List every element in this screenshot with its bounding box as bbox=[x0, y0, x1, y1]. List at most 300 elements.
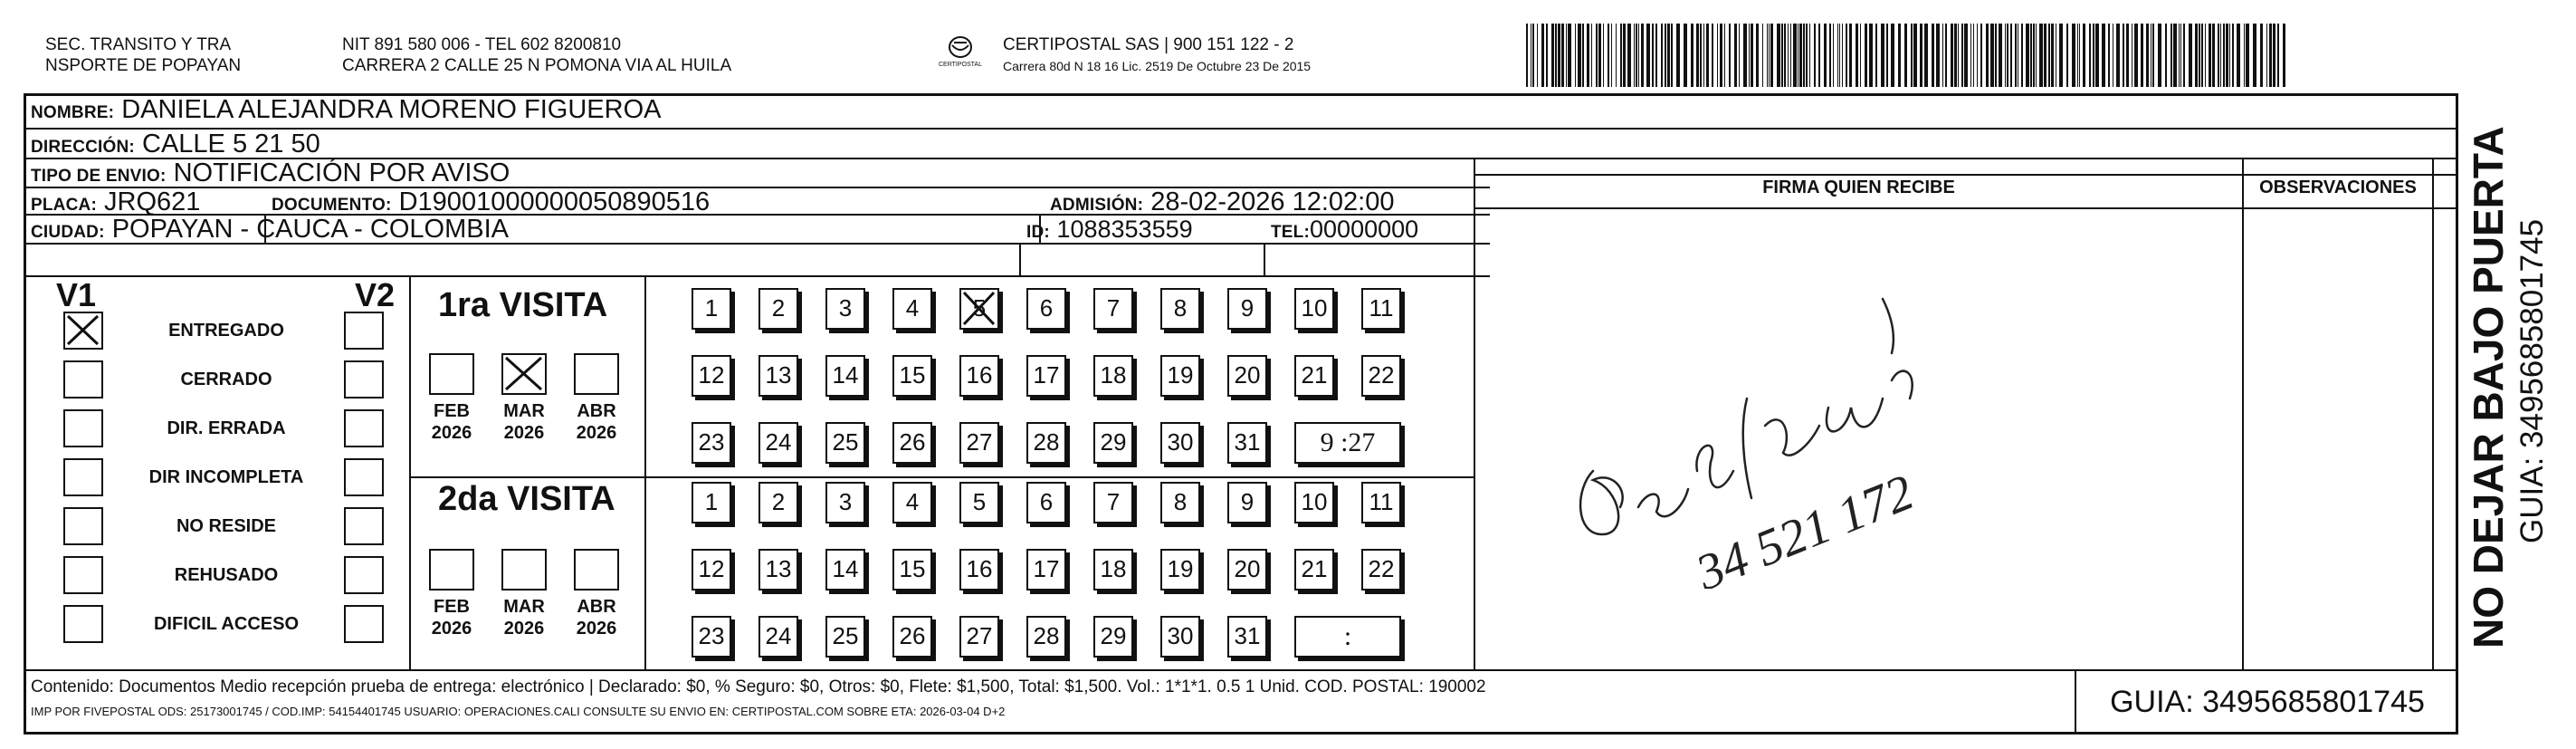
barcode-bar bbox=[1596, 24, 1598, 87]
day-checkbox[interactable] bbox=[1160, 355, 1200, 397]
barcode-bar bbox=[2237, 24, 2240, 87]
barcode-bar bbox=[2146, 24, 2149, 87]
barcode-bar bbox=[2253, 24, 2256, 87]
barcode-bar bbox=[1856, 24, 1858, 87]
barcode-bar bbox=[1961, 24, 1963, 87]
status-label: DIR INCOMPLETA bbox=[148, 467, 304, 487]
barcode-bar bbox=[1806, 24, 1808, 87]
barcode-bar bbox=[2266, 24, 2267, 87]
barcode-bar bbox=[1833, 24, 1834, 87]
day-checkbox[interactable] bbox=[1093, 288, 1133, 330]
day-checkbox[interactable] bbox=[1026, 482, 1066, 523]
month-name: MAR bbox=[503, 597, 545, 617]
signature-id-number: 34 521 172 bbox=[1688, 464, 1922, 589]
barcode-bar bbox=[1958, 24, 1959, 87]
barcode-bar bbox=[1655, 24, 1657, 87]
status-v1-checkbox[interactable] bbox=[63, 556, 103, 594]
day-checkbox[interactable] bbox=[1227, 549, 1267, 591]
city: POPAYAN - CAUCA - COLOMBIA bbox=[111, 215, 509, 244]
month-label bbox=[569, 596, 624, 639]
telephone: 00000000 bbox=[1310, 216, 1419, 243]
day-checkbox[interactable] bbox=[1294, 288, 1334, 330]
day-number: 23 bbox=[698, 622, 725, 649]
month-checkbox[interactable] bbox=[574, 549, 619, 591]
day-checkbox[interactable] bbox=[758, 482, 798, 523]
status-v2-checkbox[interactable] bbox=[344, 605, 384, 643]
day-number: 24 bbox=[765, 622, 792, 649]
day-number: 31 bbox=[1234, 622, 1261, 649]
month-checkbox[interactable] bbox=[429, 549, 474, 591]
barcode-bar bbox=[1566, 24, 1567, 87]
month-name: FEB bbox=[434, 597, 470, 617]
day-checkbox[interactable] bbox=[692, 482, 731, 523]
v2-label: V2 bbox=[355, 276, 396, 313]
status-v1-checkbox[interactable] bbox=[63, 409, 103, 447]
print-info-line: IMP POR FIVEPOSTAL ODS: 25173001745 / COD.IMP: 54154401745 USUARIO: OPERACIONES.CALI CONSULTE SU ENVIO EN: CERTIPOSTAL.COM SOBRE ETA: 2026-03-04 D+2 bbox=[31, 705, 1006, 718]
tel-field bbox=[1271, 216, 1418, 246]
barcode-bar bbox=[1770, 24, 1773, 87]
day-number: 8 bbox=[1173, 488, 1188, 515]
barcode-bar bbox=[1743, 24, 1747, 87]
day-checkbox[interactable] bbox=[692, 355, 731, 397]
month-year: 2026 bbox=[576, 619, 617, 639]
barcode-bar bbox=[1990, 24, 1994, 87]
day-number: 14 bbox=[832, 361, 859, 389]
day-number: 26 bbox=[899, 622, 926, 649]
barcode-bar bbox=[2010, 24, 2012, 87]
barcode-bar bbox=[1532, 24, 1534, 87]
day-checkbox[interactable] bbox=[1227, 355, 1267, 397]
barcode-bar bbox=[2209, 24, 2211, 87]
barcode-bar bbox=[1526, 24, 1528, 87]
barcode-bar bbox=[1954, 24, 1957, 87]
barcode-bar bbox=[1751, 24, 1753, 87]
barcode-bar bbox=[2116, 24, 2120, 87]
barcode-bar bbox=[1652, 24, 1654, 87]
barcode-bar bbox=[1839, 24, 1840, 87]
day-number: 15 bbox=[899, 361, 926, 389]
day-checkbox[interactable] bbox=[892, 422, 932, 464]
barcode-bar bbox=[1762, 24, 1763, 87]
status-v2-checkbox[interactable] bbox=[344, 556, 384, 594]
status-v1-checkbox[interactable] bbox=[63, 312, 103, 350]
barcode-bar bbox=[1814, 24, 1816, 87]
barcode-bar bbox=[1911, 24, 1913, 87]
barcode-bar bbox=[1616, 24, 1617, 87]
barcode-bar bbox=[1942, 24, 1943, 87]
barcode-bar bbox=[1646, 24, 1650, 87]
barcode-bar bbox=[2066, 24, 2068, 87]
day-number: 8 bbox=[1173, 294, 1188, 322]
nombre-row bbox=[31, 96, 662, 127]
barcode-bar bbox=[1558, 24, 1560, 87]
day-number: 5 bbox=[972, 488, 987, 515]
visit-time-box[interactable] bbox=[1294, 422, 1401, 464]
month-year: 2026 bbox=[503, 619, 545, 639]
address-line: CARRERA 2 CALLE 25 N POMONA VIA AL HUILA bbox=[342, 56, 732, 75]
day-checkbox[interactable] bbox=[959, 482, 999, 523]
barcode-bar bbox=[2246, 24, 2249, 87]
barcode-bar bbox=[1837, 24, 1838, 87]
day-number: 16 bbox=[966, 555, 993, 582]
day-number: 17 bbox=[1033, 361, 1060, 389]
barcode-bar bbox=[2260, 24, 2263, 87]
day-checkbox[interactable] bbox=[892, 549, 932, 591]
barcode-bar bbox=[2079, 24, 2080, 87]
barcode-bar bbox=[2039, 24, 2043, 87]
barcode-bar bbox=[2077, 24, 2078, 87]
day-checkbox[interactable] bbox=[692, 422, 731, 464]
barcode-bar bbox=[2108, 24, 2110, 87]
day-checkbox[interactable] bbox=[1160, 288, 1200, 330]
shipment-type: NOTIFICACIÓN POR AVISO bbox=[173, 158, 510, 187]
day-number: 20 bbox=[1234, 555, 1261, 582]
barcode-bar bbox=[2179, 24, 2180, 87]
month-label bbox=[497, 596, 551, 639]
day-checkbox[interactable] bbox=[825, 355, 865, 397]
barcode-bar bbox=[1739, 24, 1740, 87]
day-checkbox[interactable] bbox=[1160, 549, 1200, 591]
barcode-bar bbox=[1551, 24, 1554, 87]
day-checkbox[interactable] bbox=[825, 422, 865, 464]
barcode-bar bbox=[2134, 24, 2138, 87]
barcode-bar bbox=[1555, 24, 1557, 87]
month-checkbox[interactable] bbox=[574, 353, 619, 395]
day-checkbox[interactable] bbox=[1294, 482, 1334, 523]
barcode-bar bbox=[1620, 24, 1622, 87]
barcode-bar bbox=[2171, 24, 2172, 87]
day-checkbox[interactable] bbox=[758, 616, 798, 658]
barcode-bar bbox=[1881, 24, 1884, 87]
month-year: 2026 bbox=[503, 423, 545, 443]
day-checkbox[interactable] bbox=[959, 355, 999, 397]
day-number: 3 bbox=[838, 294, 853, 322]
month-name: ABR bbox=[577, 597, 616, 617]
day-checkbox[interactable] bbox=[1294, 355, 1334, 397]
day-checkbox[interactable] bbox=[1026, 288, 1066, 330]
day-checkbox[interactable] bbox=[1227, 288, 1267, 330]
day-number: 27 bbox=[966, 428, 993, 456]
day-checkbox[interactable] bbox=[1093, 482, 1133, 523]
month-label bbox=[425, 400, 479, 444]
placa-label: PLACA: bbox=[31, 196, 97, 215]
month-label bbox=[569, 400, 624, 444]
nit-line: NIT 891 580 006 - TEL 602 8200810 bbox=[342, 35, 622, 54]
day-checkbox[interactable] bbox=[1227, 482, 1267, 523]
direccion-row bbox=[31, 130, 320, 161]
barcode-bar bbox=[1799, 24, 1802, 87]
barcode-bar bbox=[1608, 24, 1609, 87]
day-number: 18 bbox=[1100, 361, 1127, 389]
barcode-bar bbox=[2220, 24, 2221, 87]
barcode-bar bbox=[1846, 24, 1847, 87]
barcode-bar bbox=[2183, 24, 2185, 87]
day-checkbox[interactable] bbox=[1093, 616, 1133, 658]
certipostal-logo bbox=[929, 31, 992, 76]
barcode-bar bbox=[1627, 24, 1631, 87]
day-checkbox[interactable] bbox=[1026, 549, 1066, 591]
day-checkbox[interactable] bbox=[959, 288, 999, 330]
day-checkbox[interactable] bbox=[959, 422, 999, 464]
barcode-bar bbox=[1720, 24, 1722, 87]
month-checkbox[interactable] bbox=[429, 353, 474, 395]
barcode-bar bbox=[1869, 24, 1873, 87]
status-v1-checkbox[interactable] bbox=[63, 360, 103, 399]
day-number: 23 bbox=[698, 428, 725, 456]
month-checkbox[interactable] bbox=[501, 353, 547, 395]
status-v1-checkbox[interactable] bbox=[63, 605, 103, 643]
status-label: CERRADO bbox=[180, 370, 272, 389]
barcode-bar bbox=[1729, 24, 1731, 87]
day-number: 16 bbox=[966, 361, 993, 389]
barcode-bar bbox=[1904, 24, 1907, 87]
day-checkbox[interactable] bbox=[825, 288, 865, 330]
day-checkbox[interactable] bbox=[825, 616, 865, 658]
barcode-bar bbox=[1582, 24, 1584, 87]
status-v2-checkbox[interactable] bbox=[344, 458, 384, 496]
barcode-bar bbox=[1891, 24, 1894, 87]
day-checkbox[interactable] bbox=[1361, 288, 1401, 330]
barcode-bar bbox=[2201, 24, 2203, 87]
no-dejar-bajo-puerta: NO DEJAR BAJO PUERTA bbox=[2465, 126, 2512, 648]
id-field bbox=[1026, 216, 1193, 246]
header bbox=[0, 0, 2576, 91]
day-number: 6 bbox=[1039, 294, 1054, 322]
day-number: 7 bbox=[1106, 488, 1121, 515]
day-checkbox[interactable] bbox=[1361, 482, 1401, 523]
day-number: 26 bbox=[899, 428, 926, 456]
visit-time: 9 :27 bbox=[1320, 427, 1376, 457]
barcode-bar bbox=[2226, 24, 2228, 87]
barcode-bar bbox=[1537, 24, 1538, 87]
barcode-bar bbox=[1898, 24, 1901, 87]
barcode-bar bbox=[1636, 24, 1637, 87]
barcode-bar bbox=[2199, 24, 2200, 87]
barcode-bar bbox=[1860, 24, 1861, 87]
status-label: NO RESIDE bbox=[176, 516, 277, 536]
day-checkbox[interactable] bbox=[959, 616, 999, 658]
barcode-bar bbox=[2048, 24, 2050, 87]
day-checkbox[interactable] bbox=[825, 482, 865, 523]
day-number: 31 bbox=[1234, 428, 1261, 456]
day-checkbox[interactable] bbox=[1160, 422, 1200, 464]
ciudad-row bbox=[31, 216, 509, 246]
barcode-bar bbox=[2089, 24, 2091, 87]
day-checkbox[interactable] bbox=[1026, 616, 1066, 658]
day-number: 9 bbox=[1240, 294, 1255, 322]
barcode-bar bbox=[1986, 24, 1989, 87]
day-number: 10 bbox=[1301, 488, 1328, 515]
barcode-bar bbox=[1769, 24, 1770, 87]
day-number: 18 bbox=[1100, 555, 1127, 582]
barcode-bar bbox=[1611, 24, 1612, 87]
barcode-bar bbox=[1824, 24, 1827, 87]
day-number: 1 bbox=[704, 294, 719, 322]
day-number: 25 bbox=[832, 428, 859, 456]
recipient-address: CALLE 5 21 50 bbox=[142, 130, 320, 158]
status-v1-checkbox[interactable] bbox=[63, 507, 103, 545]
barcode-bar bbox=[1829, 24, 1831, 87]
barcode-bar bbox=[2158, 24, 2161, 87]
barcode bbox=[1526, 24, 2288, 87]
barcode-bar bbox=[1790, 24, 1791, 87]
barcode-bar bbox=[1970, 24, 1971, 87]
barcode-bar bbox=[1977, 24, 1978, 87]
barcode-bar bbox=[1598, 24, 1601, 87]
barcode-bar bbox=[2072, 24, 2075, 87]
day-checkbox[interactable] bbox=[959, 549, 999, 591]
status-label: DIR. ERRADA bbox=[167, 418, 286, 438]
barcode-bar bbox=[1920, 24, 1922, 87]
day-number: 13 bbox=[765, 555, 792, 582]
barcode-bar bbox=[2030, 24, 2032, 87]
barcode-bar bbox=[2007, 24, 2008, 87]
recipient-name: DANIELA ALEJANDRA MORENO FIGUEROA bbox=[121, 95, 662, 124]
barcode-bar bbox=[1964, 24, 1968, 87]
day-checkbox[interactable] bbox=[1026, 422, 1066, 464]
day-checkbox[interactable] bbox=[1227, 616, 1267, 658]
day-checkbox[interactable] bbox=[1160, 616, 1200, 658]
day-checkbox[interactable] bbox=[692, 549, 731, 591]
status-label: REHUSADO bbox=[174, 565, 279, 585]
day-checkbox[interactable] bbox=[825, 549, 865, 591]
visit-time-box[interactable] bbox=[1294, 616, 1401, 658]
day-number: 14 bbox=[832, 555, 859, 582]
barcode-bar bbox=[1696, 24, 1699, 87]
side-guia: GUIA: 3495685801745 bbox=[2514, 218, 2550, 543]
day-checkbox[interactable] bbox=[692, 616, 731, 658]
day-checkbox[interactable] bbox=[1093, 549, 1133, 591]
barcode-bar bbox=[1661, 24, 1663, 87]
barcode-bar bbox=[1809, 24, 1810, 87]
day-number: 28 bbox=[1033, 622, 1060, 649]
barcode-bar bbox=[1849, 24, 1852, 87]
courier-line-1: CERTIPOSTAL SAS | 900 151 122 - 2 bbox=[1003, 35, 1294, 54]
barcode-bar bbox=[1951, 24, 1953, 87]
day-checkbox[interactable] bbox=[758, 288, 798, 330]
barcode-bar bbox=[1691, 24, 1693, 87]
contents-line: Contenido: Documentos Medio recepción prueba de entrega: electrónico | Declarado: $0, % Seguro: $0, Otros: $0, Flete: $1,500, Total: $1,500. Vol.: 1*1*1. 0.5 1 Unid. COD. POSTAL: 190002 bbox=[31, 677, 1486, 696]
v1-label: V1 bbox=[56, 276, 97, 313]
day-number: 4 bbox=[905, 294, 920, 322]
barcode-bar bbox=[2102, 24, 2105, 87]
day-number: 11 bbox=[1369, 488, 1394, 515]
day-number: 22 bbox=[1368, 361, 1395, 389]
status-v2-checkbox[interactable] bbox=[344, 507, 384, 545]
barcode-bar bbox=[1667, 24, 1670, 87]
day-number: 9 bbox=[1240, 488, 1255, 515]
barcode-bar bbox=[1842, 24, 1843, 87]
day-checkbox[interactable] bbox=[892, 616, 932, 658]
day-number: 5 bbox=[972, 294, 987, 322]
month-label bbox=[497, 400, 551, 444]
barcode-bar bbox=[1546, 24, 1548, 87]
barcode-bar bbox=[2195, 24, 2198, 87]
barcode-bar bbox=[1587, 24, 1589, 87]
day-number: 11 bbox=[1369, 294, 1394, 322]
day-checkbox[interactable] bbox=[758, 549, 798, 591]
barcode-bar bbox=[1788, 24, 1789, 87]
day-checkbox[interactable] bbox=[1093, 355, 1133, 397]
barcode-bar bbox=[1712, 24, 1713, 87]
barcode-bar bbox=[1818, 24, 1820, 87]
barcode-bar bbox=[1734, 24, 1737, 87]
barcode-bar bbox=[2232, 24, 2234, 87]
barcode-bar bbox=[1603, 24, 1604, 87]
barcode-bar bbox=[1865, 24, 1867, 87]
admission-datetime: 28-02-2026 12:02:00 bbox=[1150, 187, 1395, 216]
admision-field bbox=[1050, 188, 1395, 219]
barcode-bar bbox=[2189, 24, 2192, 87]
barcode-bar bbox=[1634, 24, 1635, 87]
day-checkbox[interactable] bbox=[892, 355, 932, 397]
day-checkbox[interactable] bbox=[892, 288, 932, 330]
barcode-bar bbox=[1749, 24, 1750, 87]
month-name: MAR bbox=[503, 401, 545, 421]
footer-guia: GUIA: 3495685801745 bbox=[2110, 685, 2425, 719]
day-checkbox[interactable] bbox=[892, 482, 932, 523]
firma-header: FIRMA QUIEN RECIBE bbox=[1762, 178, 1955, 197]
barcode-bar bbox=[2218, 24, 2219, 87]
day-checkbox[interactable] bbox=[1160, 482, 1200, 523]
day-checkbox[interactable] bbox=[1227, 422, 1267, 464]
barcode-bar bbox=[1706, 24, 1709, 87]
day-number: 20 bbox=[1234, 361, 1261, 389]
day-checkbox[interactable] bbox=[1361, 355, 1401, 397]
day-checkbox[interactable] bbox=[758, 422, 798, 464]
status-v2-checkbox[interactable] bbox=[344, 409, 384, 447]
day-number: 17 bbox=[1033, 555, 1060, 582]
status-v2-checkbox[interactable] bbox=[344, 312, 384, 350]
logo-wordmark: CERTIPOSTAL bbox=[939, 62, 982, 68]
day-number: 30 bbox=[1167, 622, 1194, 649]
day-checkbox[interactable] bbox=[1026, 355, 1066, 397]
visit-time: : bbox=[1343, 621, 1352, 651]
recipient-signature bbox=[1539, 263, 2046, 589]
sender-line-1: SEC. TRANSITO Y TRA bbox=[45, 35, 232, 54]
day-checkbox[interactable] bbox=[1361, 549, 1401, 591]
day-number: 29 bbox=[1100, 622, 1127, 649]
barcode-bar bbox=[2152, 24, 2154, 87]
day-number: 12 bbox=[698, 555, 725, 582]
barcode-bar bbox=[1886, 24, 1888, 87]
status-v1-checkbox[interactable] bbox=[63, 458, 103, 496]
day-number: 2 bbox=[771, 294, 786, 322]
day-number: 13 bbox=[765, 361, 792, 389]
barcode-bar bbox=[2123, 24, 2124, 87]
day-number: 12 bbox=[698, 361, 725, 389]
day-checkbox[interactable] bbox=[1294, 549, 1334, 591]
tipo-envio-label: TIPO DE ENVIO: bbox=[31, 167, 167, 186]
status-label: ENTREGADO bbox=[168, 321, 284, 341]
day-checkbox[interactable] bbox=[692, 288, 731, 330]
barcode-bar bbox=[2083, 24, 2085, 87]
day-checkbox[interactable] bbox=[758, 355, 798, 397]
barcode-bar bbox=[1591, 24, 1592, 87]
ciudad-label: CIUDAD: bbox=[31, 223, 105, 242]
status-v2-checkbox[interactable] bbox=[344, 360, 384, 399]
barcode-bar bbox=[1756, 24, 1759, 87]
day-checkbox[interactable] bbox=[1093, 422, 1133, 464]
month-checkbox[interactable] bbox=[501, 549, 547, 591]
observaciones-header: OBSERVACIONES bbox=[2259, 178, 2417, 197]
barcode-bar bbox=[1623, 24, 1626, 87]
barcode-bar bbox=[2015, 24, 2017, 87]
day-number: 6 bbox=[1039, 488, 1054, 515]
barcode-bar bbox=[2223, 24, 2225, 87]
sender-line-2: NSPORTE DE POPAYAN bbox=[45, 56, 242, 75]
barcode-bar bbox=[1803, 24, 1805, 87]
